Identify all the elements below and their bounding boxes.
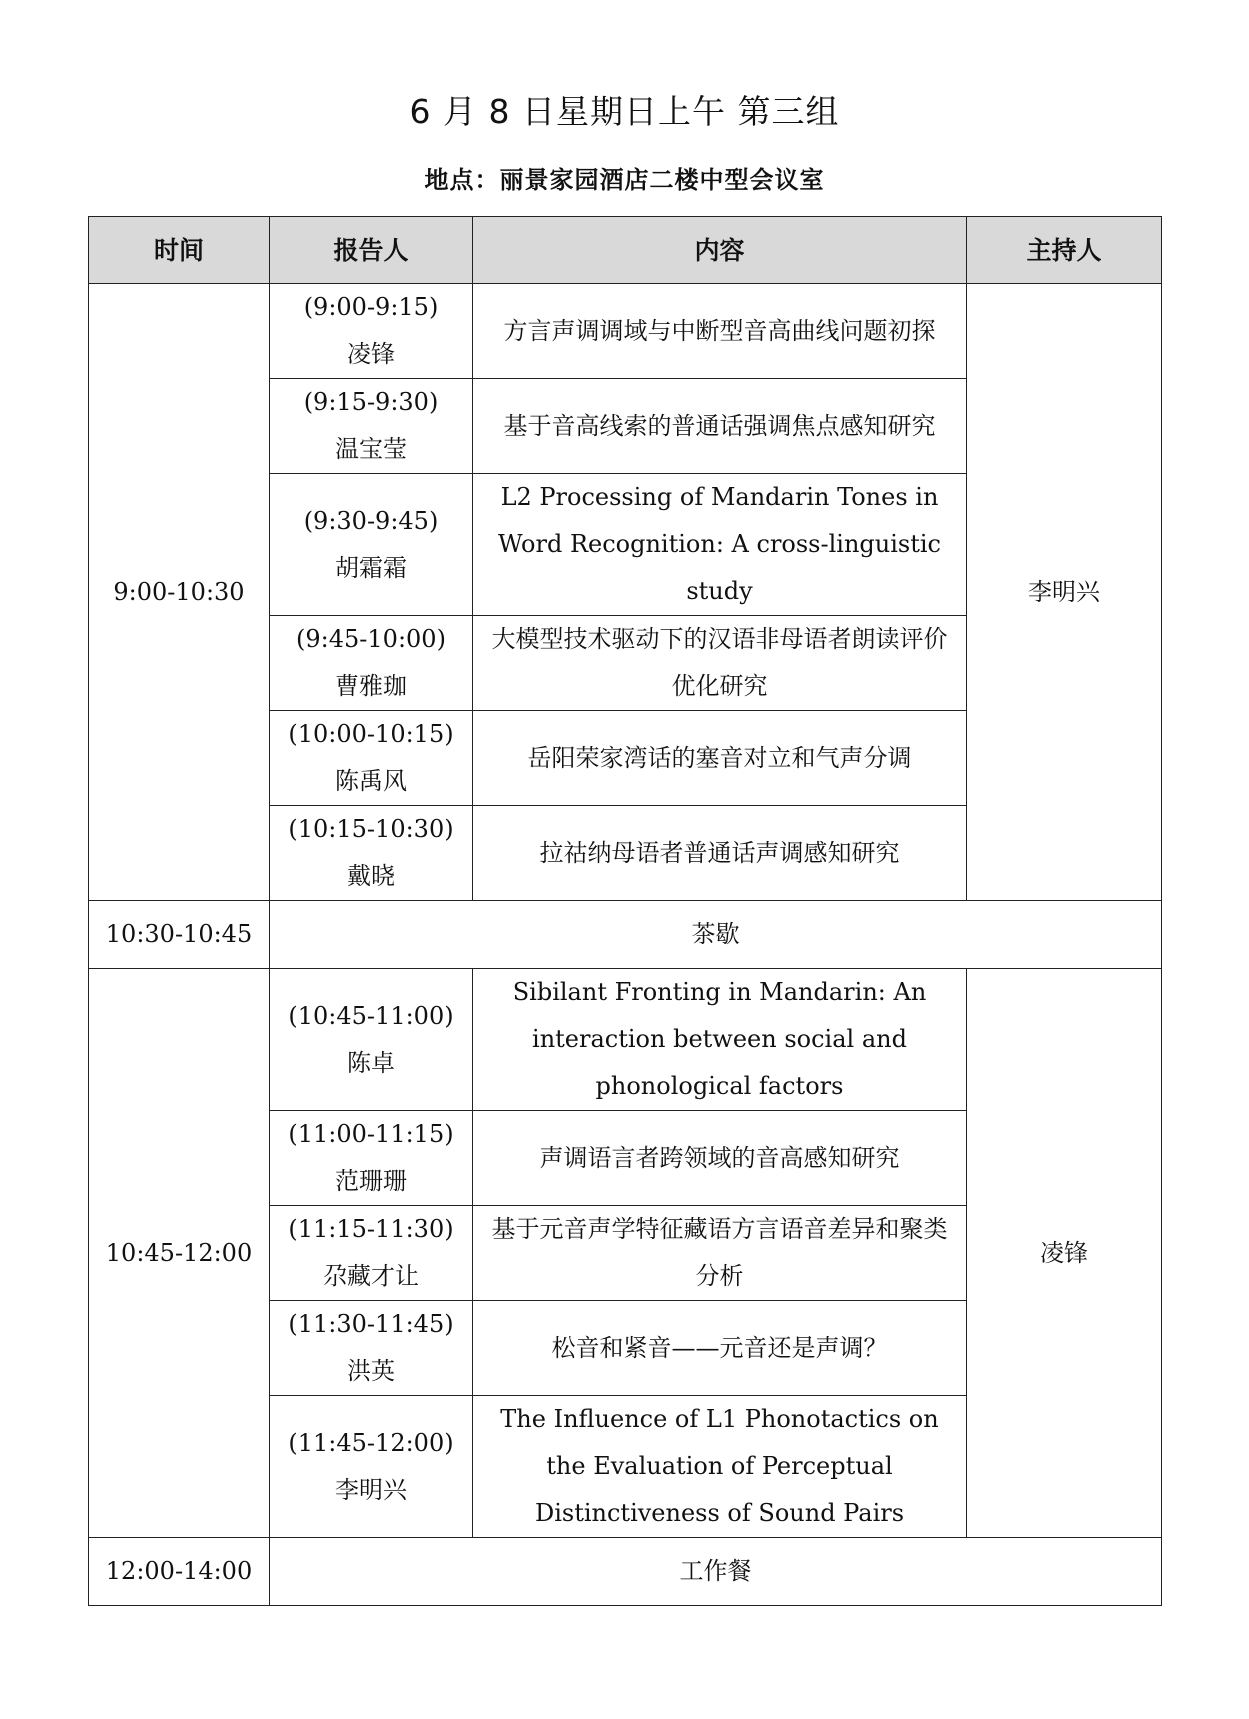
session-time: 10:45-12:00	[89, 969, 270, 1538]
speaker-cell	[270, 1111, 473, 1206]
column-header-host: 主持人	[967, 217, 1162, 284]
talk-title: The Influence of L1 Phonotactics on the Evaluation of Perceptual Distinctiveness of Sound Pairs	[473, 1396, 967, 1538]
talk-slot: (11:30-11:45)	[288, 1310, 454, 1338]
speaker-name: 陈禹风	[335, 767, 407, 795]
talk-title: 声调语言者跨领域的音高感知研究	[473, 1111, 967, 1206]
talk-slot: (11:15-11:30)	[288, 1215, 454, 1243]
speaker-name: 戴晓	[347, 862, 395, 890]
talk-slot: (11:45-12:00)	[288, 1428, 454, 1457]
speaker-name: 洪英	[347, 1357, 395, 1385]
speaker-name: 李明兴	[335, 1475, 407, 1504]
talk-slot: (10:15-10:30)	[288, 815, 454, 843]
speaker-cell	[270, 379, 473, 474]
page-title: 6 月 8 日星期日上午 第三组	[409, 92, 840, 131]
table-row	[89, 969, 1162, 1111]
talk-slot: (9:00-9:15)	[303, 293, 439, 321]
header-row	[89, 217, 1162, 284]
talk-title: 拉祜纳母语者普通话声调感知研究	[473, 806, 967, 901]
column-header-content: 内容	[473, 217, 967, 284]
schedule-table	[88, 216, 1162, 1606]
break-label: 茶歇	[270, 901, 1162, 969]
session-time: 9:00-10:30	[89, 284, 270, 901]
speaker-name: 温宝莹	[335, 435, 407, 463]
session-host: 李明兴	[967, 284, 1162, 901]
speaker-cell	[270, 616, 473, 711]
talk-title: 大模型技术驱动下的汉语非母语者朗读评价优化研究	[473, 616, 967, 711]
speaker-name: 范珊珊	[335, 1167, 407, 1195]
talk-title: 松音和紧音——元音还是声调？	[473, 1301, 967, 1396]
column-header-speaker: 报告人	[270, 217, 473, 284]
break-label: 工作餐	[270, 1538, 1162, 1606]
talk-title: L2 Processing of Mandarin Tones in Word Recognition: A cross-linguistic study	[473, 474, 967, 616]
speaker-cell	[270, 1301, 473, 1396]
talk-slot: (10:45-11:00)	[288, 1001, 454, 1030]
speaker-name: 凌锋	[347, 340, 395, 368]
speaker-cell	[270, 711, 473, 806]
speaker-cell	[270, 474, 473, 616]
column-header-time: 时间	[89, 217, 270, 284]
speaker-name: 胡霜霜	[335, 553, 407, 582]
talk-slot: (11:00-11:15)	[288, 1120, 454, 1148]
break-time: 12:00-14:00	[89, 1538, 270, 1606]
speaker-cell	[270, 1396, 473, 1538]
speaker-cell	[270, 1206, 473, 1301]
talk-title: Sibilant Fronting in Mandarin: An interaction between social and phonological factors	[473, 969, 967, 1111]
speaker-name: 曹雅珈	[335, 672, 407, 700]
session-host: 凌锋	[967, 969, 1162, 1538]
speaker-cell	[270, 806, 473, 901]
speaker-cell	[270, 284, 473, 379]
talk-slot: (9:45-10:00)	[296, 625, 446, 653]
talk-title: 方言声调调域与中断型音高曲线问题初探	[473, 284, 967, 379]
break-row	[89, 1538, 1162, 1606]
table-row	[89, 284, 1162, 379]
break-row	[89, 901, 1162, 969]
talk-title: 岳阳荣家湾话的塞音对立和气声分调	[473, 711, 967, 806]
talk-slot: (10:00-10:15)	[288, 720, 454, 748]
talk-slot: (9:30-9:45)	[303, 506, 439, 535]
speaker-name: 陈卓	[347, 1048, 395, 1077]
location-subtitle: 地点：丽景家园酒店二楼中型会议室	[424, 166, 825, 194]
talk-title: 基于音高线索的普通话强调焦点感知研究	[473, 379, 967, 474]
speaker-cell	[270, 969, 473, 1111]
speaker-name: 尕藏才让	[323, 1262, 419, 1290]
talk-title: 基于元音声学特征藏语方言语音差异和聚类分析	[473, 1206, 967, 1301]
break-time: 10:30-10:45	[89, 901, 270, 969]
talk-slot: (9:15-9:30)	[303, 388, 439, 416]
